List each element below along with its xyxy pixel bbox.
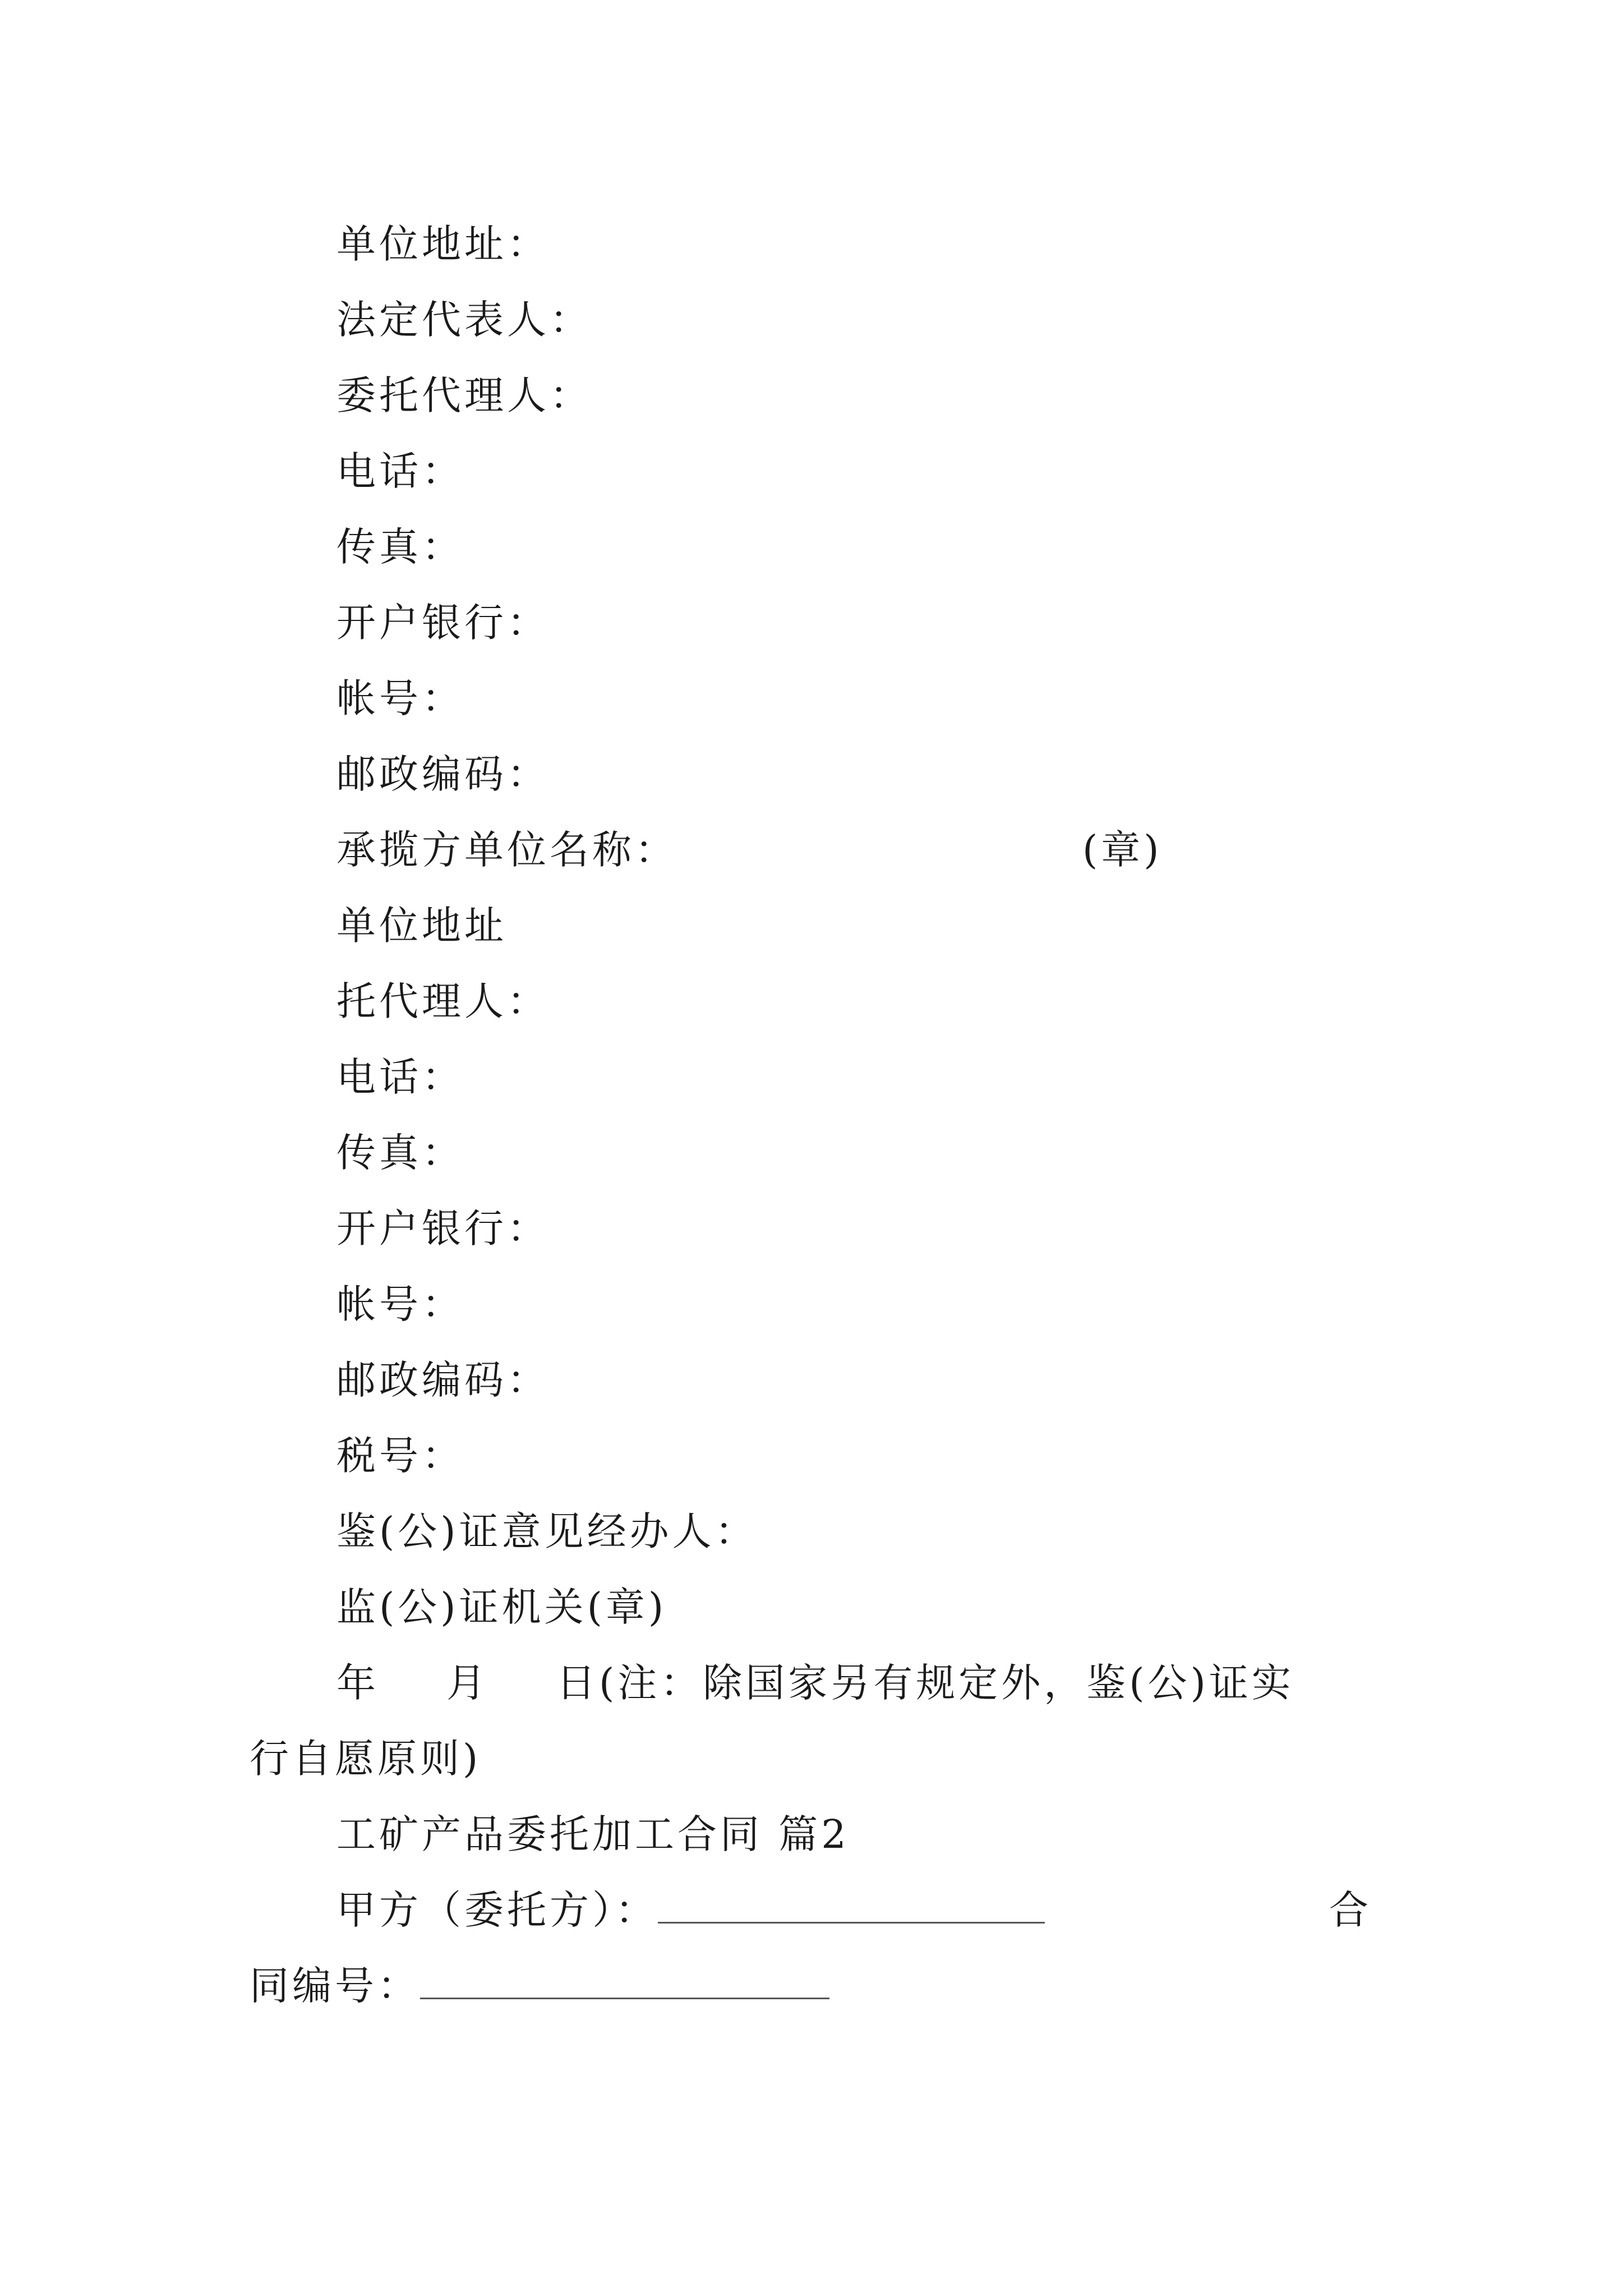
section-2-title: 工矿产品委托加工合同 篇2: [336, 1811, 850, 1857]
party-b-address: 单位地址: [336, 903, 507, 949]
party-a-account: 帐号：: [336, 675, 464, 721]
party-a-label-row: [336, 1882, 1374, 1938]
notary-day-note: 日(注：除国家另有规定外，鉴(公)证实: [556, 1660, 1294, 1706]
party-a-agent: 委托代理人：: [336, 372, 592, 418]
party-b-seal: (章): [1082, 827, 1163, 873]
party-a-name-blank: [658, 1885, 1045, 1924]
party-b-agent: 托代理人：: [336, 978, 550, 1024]
contract-no-blank: [420, 1961, 829, 1999]
notary-handler: 鉴(公)证意见经办人：: [336, 1508, 758, 1554]
party-b-account: 帐号：: [336, 1281, 464, 1327]
party-a-fax: 传真：: [336, 524, 464, 570]
section-2-party-a-label: 甲方（委托方）：: [336, 1887, 658, 1933]
contract-no-row: [250, 1958, 829, 2014]
notary-authority: 监(公)证机关(章): [336, 1584, 667, 1630]
party-b-bank: 开户银行：: [336, 1205, 550, 1251]
notary-month: 月: [446, 1660, 489, 1706]
notary-note-continuation: 行自愿原则): [250, 1736, 482, 1782]
notary-year: 年: [336, 1660, 379, 1706]
party-a-address: 单位地址：: [336, 221, 550, 267]
notary-date-row: [336, 1655, 1294, 1711]
party-a-bank: 开户银行：: [336, 600, 550, 646]
party-a-phone: 电话：: [336, 448, 464, 494]
party-b-fax: 传真：: [336, 1130, 464, 1176]
party-b-name-row: [336, 822, 1234, 878]
party-a-legal-rep: 法定代表人：: [336, 297, 592, 343]
party-a-postcode: 邮政编码：: [336, 751, 550, 797]
contract-no-label: 同编号：: [250, 1963, 420, 2009]
contract-no-head: 合: [1329, 1887, 1372, 1933]
party-b-name: 承揽方单位名称：: [336, 827, 677, 873]
party-b-phone: 电话：: [336, 1054, 464, 1100]
party-b-tax-no: 税号：: [336, 1433, 464, 1479]
party-b-postcode: 邮政编码：: [336, 1357, 550, 1403]
